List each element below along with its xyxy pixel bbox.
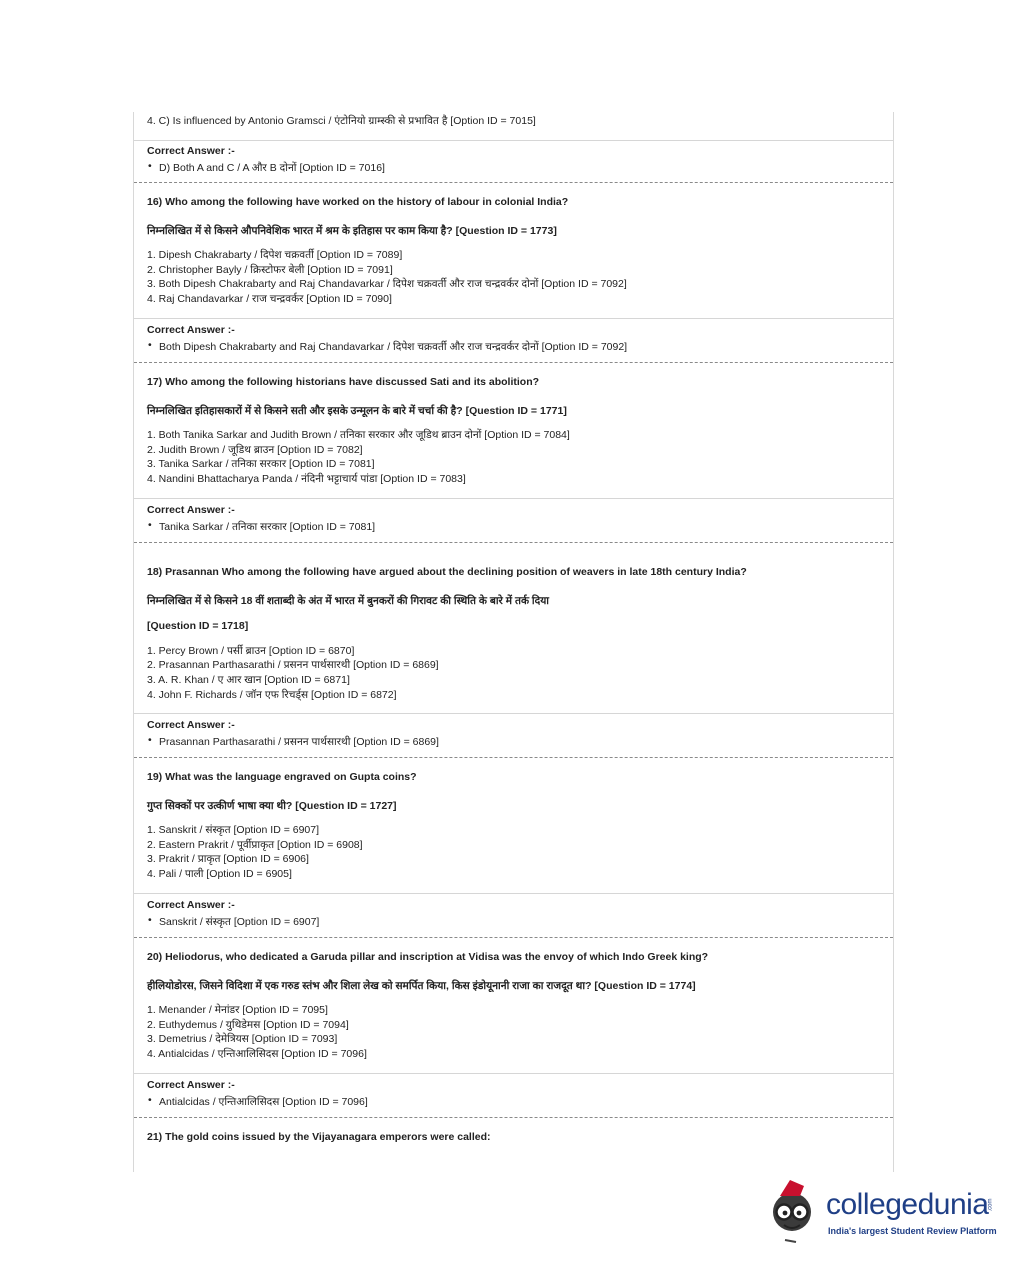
brand-tagline: India's largest Student Review Platform	[828, 1226, 997, 1236]
question-id: [Question ID = 1718]	[147, 620, 249, 633]
option-item: 1. Both Tanika Sarkar and Judith Brown / तनिका सरकार और जूडिथ ब्राउन दोनों [Option ID = 7084]	[147, 429, 570, 442]
correct-answer: • Sanskrit / संस्कृत [Option ID = 6907]	[147, 913, 880, 930]
option-item: 3. Demetrius / देमेत्रियस [Option ID = 7093]	[147, 1033, 338, 1046]
question-text-en: 20) Heliodorus, who dedicated a Garuda pillar and inscription at Vidisa was the envoy of which Indo Greek king?	[147, 951, 709, 963]
option-item: 4. C) Is influenced by Antonio Gramsci / एंटोनियो ग्राम्स्की से प्रभावित है [Option ID = 7015]	[147, 115, 536, 127]
prev-answer-block	[134, 141, 893, 182]
answer-label: Correct Answer :-	[147, 145, 235, 157]
answer-label: Correct Answer :-	[147, 324, 235, 336]
options-list	[147, 634, 880, 702]
prev-options	[134, 112, 893, 140]
option-item: 2. Christopher Bayly / क्रिस्टोफर बेली [Option ID = 7091]	[147, 263, 393, 276]
question-text-hi: हीलियोडोरस, जिसने विदिशा में एक गरुड स्तंभ और शिला लेख को समर्पित किया, किस इंडोयूनानी राजा का राजदूत था? [Question ID = 1774]	[147, 979, 696, 992]
question-text-en: 17) Who among the following historians have discussed Sati and its abolition?	[147, 376, 540, 388]
option-item: 4. Antialcidas / एन्तिआलिसिदस [Option ID = 7096]	[147, 1047, 367, 1060]
option-item: 2. Judith Brown / जूडिथ ब्राउन [Option ID = 7082]	[147, 443, 363, 456]
mascot-logo-icon	[760, 1176, 824, 1248]
question-text-hi: निम्नलिखित इतिहासकारों में से किसने सती और इसके उन्मूलन के बारे में चर्चा की है? [Question ID = 1771]	[147, 404, 567, 417]
question-text-hi: निम्नलिखित में से किसने औपनिवेशिक भारत में श्रम के इतिहास पर काम किया है? [Question ID = 1773]	[147, 224, 557, 237]
options-list	[147, 993, 880, 1061]
question-text-hi: निम्नलिखित में से किसने 18 वीं शताब्दी के अंत में भारत में बुनकरों की गिरावट की स्थिति के बारे में तर्क दिया	[147, 594, 550, 607]
answer-block-19	[134, 894, 893, 937]
correct-answer: • Tanika Sarkar / तनिका सरकार [Option ID = 7081]	[147, 518, 880, 535]
question-16	[134, 183, 893, 318]
question-text-en: 21) The gold coins issued by the Vijayanagara emperors were called:	[147, 1131, 491, 1143]
correct-answer: • Antialcidas / एन्तिआलिसिदस [Option ID = 7096]	[147, 1093, 880, 1110]
option-item: 3. Both Dipesh Chakrabarty and Raj Chandavarkar / दिपेश चक्रवर्ती और राज चन्द्रवर्कर दोनों [Option ID = 7092]	[147, 278, 627, 291]
question-20	[134, 938, 893, 1073]
question-paper	[133, 112, 894, 1172]
answer-block-18	[134, 714, 893, 757]
option-item: 1. Dipesh Chakrabarty / दिपेश चक्रवर्ती [Option ID = 7089]	[147, 249, 403, 262]
option-item: 1. Sanskrit / संस्कृत [Option ID = 6907]	[147, 824, 320, 837]
question-18	[134, 543, 893, 713]
option-item: 2. Eastern Prakrit / पूर्वीप्राकृत [Option ID = 6908]	[147, 838, 363, 851]
answer-label: Correct Answer :-	[147, 899, 235, 911]
answer-block-17	[134, 499, 893, 542]
question-text-en: 16) Who among the following have worked on the history of labour in colonial India?	[147, 196, 569, 208]
question-text-en: 18) Prasannan Who among the following have argued about the declining position of weavers in late 18th century India?	[147, 566, 747, 578]
options-list	[147, 418, 880, 486]
question-17	[134, 363, 893, 498]
answer-block-20	[134, 1074, 893, 1117]
collegedunia-logo	[760, 1176, 1000, 1248]
question-19	[134, 758, 893, 893]
options-list	[147, 238, 880, 306]
option-item: 4. Nandini Bhattacharya Panda / नंदिनी भट्टाचार्य पांडा [Option ID = 7083]	[147, 472, 466, 485]
answer-label: Correct Answer :-	[147, 719, 235, 731]
option-item: 2. Prasannan Parthasarathi / प्रसनन पार्थसारथी [Option ID = 6869]	[147, 659, 439, 672]
correct-answer: • D) Both A and C / A और B दोनों [Option ID = 7016]	[147, 159, 880, 176]
brand-tld: .com	[987, 1198, 994, 1212]
options-list	[147, 813, 880, 881]
option-item: 4. John F. Richards / जॉन एफ रिचर्ड्स [Option ID = 6872]	[147, 688, 397, 701]
option-item: 4. Pali / पाली [Option ID = 6905]	[147, 867, 292, 880]
answer-block-16	[134, 319, 893, 362]
correct-answer: • Prasannan Parthasarathi / प्रसनन पार्थसारथी [Option ID = 6869]	[147, 733, 880, 750]
option-item: 3. Tanika Sarkar / तनिका सरकार [Option ID = 7081]	[147, 458, 375, 471]
option-item: 3. A. R. Khan / ए आर खान [Option ID = 6871]	[147, 673, 350, 686]
option-item: 2. Euthydemus / युथिडेमस [Option ID = 7094]	[147, 1018, 349, 1031]
correct-answer: • Both Dipesh Chakrabarty and Raj Chandavarkar / दिपेश चक्रवर्ती और राज चन्द्रवर्कर दोनों [Option ID = 7092]	[147, 338, 880, 355]
option-item: 1. Percy Brown / पर्सी ब्राउन [Option ID = 6870]	[147, 644, 355, 657]
answer-label: Correct Answer :-	[147, 504, 235, 516]
answer-label: Correct Answer :-	[147, 1079, 235, 1091]
question-text-hi: गुप्त सिक्कों पर उत्कीर्ण भाषा क्या थी? [Question ID = 1727]	[147, 799, 397, 812]
brand-name: collegedunia	[826, 1188, 989, 1221]
question-text-en: 19) What was the language engraved on Gupta coins?	[147, 771, 417, 783]
question-21	[134, 1118, 893, 1158]
option-item: 1. Menander / मेनांडर [Option ID = 7095]	[147, 1004, 328, 1017]
option-item: 4. Raj Chandavarkar / राज चन्द्रवर्कर [Option ID = 7090]	[147, 292, 392, 305]
option-item: 3. Prakrit / प्राकृत [Option ID = 6906]	[147, 853, 309, 866]
